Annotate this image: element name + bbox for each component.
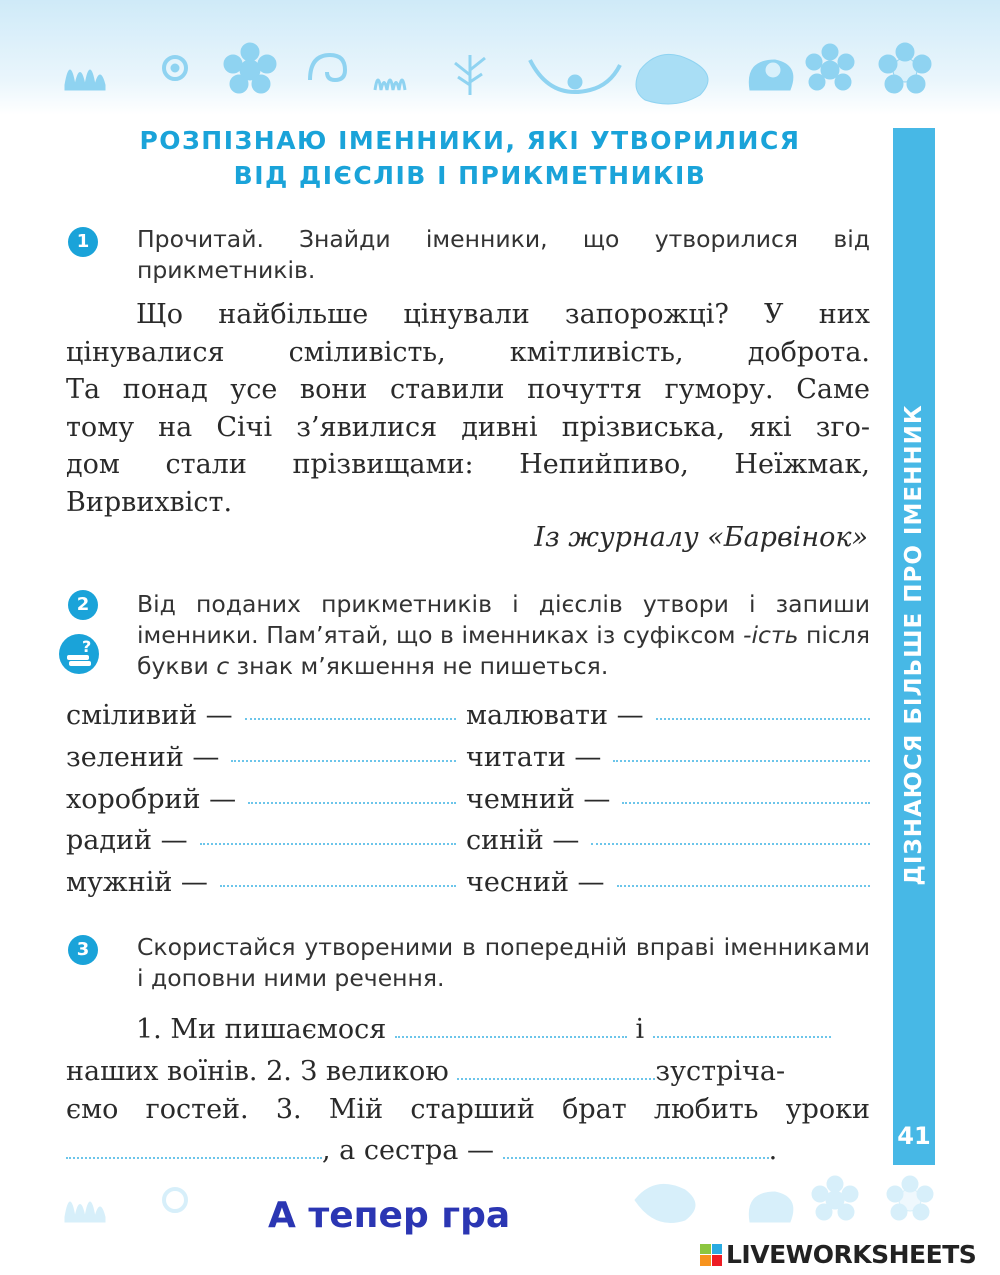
exercise-1-number: 1 (68, 227, 98, 257)
passage-line: дом стали прізвищами: Непийпиво, Неїжмак, (66, 449, 870, 480)
svg-text:?: ? (82, 637, 92, 656)
passage-source: Із журналу «Барвінок» (534, 522, 868, 553)
word-row: синій — (466, 825, 870, 856)
page-title-line-2: ВІД ДІЄСЛІВ І ПРИКМЕТНИКІВ (233, 161, 707, 190)
answer-field[interactable] (653, 1036, 831, 1038)
word-row: зелений — (66, 742, 456, 773)
passage-line: цінувалися сміливість, кмітливість, доброта. (66, 336, 870, 368)
word-row: радий — (66, 825, 456, 856)
answer-field[interactable] (245, 717, 456, 720)
word-row: сміливий — (66, 700, 456, 731)
page-title-line-1: РОЗПІЗНАЮ ІМЕННИКИ, ЯКІ УТВОРИЛИСЯ (139, 126, 801, 155)
answer-field[interactable] (503, 1157, 769, 1159)
sentence-line: ємо гостей. 3. Мій старший брат любить уроки (66, 1094, 870, 1125)
answer-field[interactable] (622, 801, 870, 804)
passage-line: тому на Січі з’явилися дивні прізвиська, які зго- (66, 411, 870, 443)
sentence-line: наших воїнів. 2. З великою зустріча- (66, 1056, 786, 1087)
liveworksheets-logo (700, 1240, 976, 1269)
answer-field[interactable] (231, 759, 456, 762)
word-row: чемний — (466, 784, 870, 815)
answer-field[interactable] (617, 884, 870, 887)
answer-field[interactable] (220, 884, 456, 887)
answer-field[interactable] (613, 759, 870, 762)
exercise-2-instruction: Від поданих прикметників і дієслів утвори і запиши іменники. Пам’ятай, що в іменниках із суфіксом -ість після букви с знак м’якшення не пишеться. (137, 590, 870, 680)
suffix-example: -ість (743, 621, 799, 649)
exercise-3-number: 3 (68, 935, 98, 965)
exercise-3-instruction: Скористайся утвореними в попередній вправі іменниками і доповни ними речення. (137, 933, 870, 992)
instruction-find: Знайди іменники, що утворилися від прикметників. (137, 225, 870, 284)
exercise-1-instruction (137, 224, 870, 286)
answer-field[interactable] (395, 1036, 627, 1038)
letter-example: с (216, 652, 230, 680)
word-row: читати — (466, 742, 870, 773)
answer-field[interactable] (457, 1078, 655, 1080)
passage-line: Що найбільше цінували запорожці? У них (136, 299, 870, 330)
reading-passage (66, 296, 870, 521)
nature-ornament-top (60, 40, 940, 110)
word-row: чесний — (466, 867, 870, 898)
book-rule-icon (58, 633, 100, 675)
sidebar-label: ДІЗНАЮСЯ БІЛЬШЕ ПРО ІМЕННИК (901, 404, 927, 886)
exercise-2-number: 2 (68, 590, 98, 620)
passage-line: Вирвихвіст. (66, 486, 233, 518)
brand-name: LIVEWORKSHEETS (726, 1240, 977, 1269)
word-row: хоробрий — (66, 784, 456, 815)
page-number: 41 (897, 1122, 931, 1150)
answer-field[interactable] (248, 801, 456, 804)
answer-field[interactable] (66, 1157, 322, 1159)
answer-field[interactable] (656, 717, 870, 720)
game-link[interactable]: А тепер гра (268, 1195, 511, 1236)
instruction-read: Прочитай. (137, 225, 264, 253)
answer-field[interactable] (200, 842, 456, 845)
word-row: малювати — (466, 700, 870, 731)
sentence-line: , а сестра — . (66, 1131, 870, 1171)
answer-field[interactable] (591, 842, 870, 845)
passage-line: Та понад усе вони ставили почуття гумору. Саме (66, 374, 870, 405)
sentence-line: 1. Ми пишаємося і (66, 1010, 870, 1050)
liveworksheets-icon (700, 1244, 722, 1266)
word-row: мужній — (66, 867, 456, 898)
